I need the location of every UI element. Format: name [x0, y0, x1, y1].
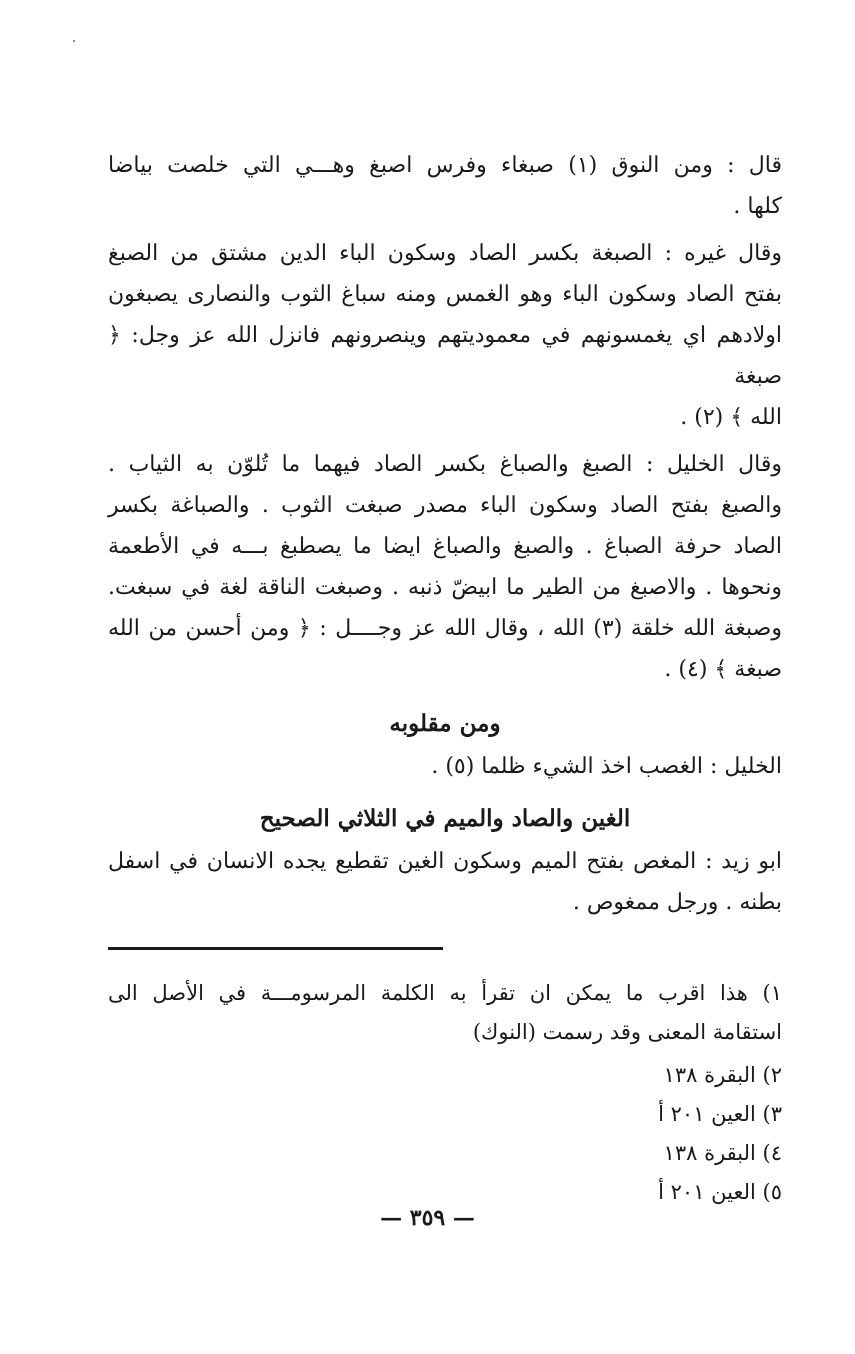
- footnote-list: [108, 1056, 782, 1212]
- text-line: بفتح الصاد وسكون الباء وهو الغمس ومنه سباغ الثوب والنصارى يصبغون: [108, 282, 782, 307]
- text-line: كلها .: [733, 194, 782, 219]
- text-line: صبغة ﴾ (٤) .: [664, 657, 782, 682]
- footnote-separator: [108, 947, 443, 950]
- text-line: ابو زيد : المغص بفتح الميم وسكون الغين تقطيع يجده الانسان في اسفل: [108, 849, 782, 874]
- text-line: الله ﴾ (٢) .: [680, 405, 782, 430]
- footnote-1: [108, 974, 782, 1052]
- paragraph-khalil: [108, 444, 782, 690]
- footnote-item: ٣) العين ٢٠١ أ: [658, 1102, 782, 1126]
- footnote-separator-wrap: [108, 947, 782, 950]
- paragraph-maghs: [108, 841, 782, 923]
- paragraph-sibgha: [108, 233, 782, 438]
- footnote-line: ١) هذا اقرب ما يمكن ان تقرأ به الكلمة المرسومـــة في الأصل الى: [108, 981, 782, 1005]
- footnote-line: استقامة المعنى وقد رسمت (النوك): [472, 1020, 782, 1044]
- text-line: والصبغ بفتح الصاد وسكون الباء مصدر صبغت الثوب . والصباغة بكسر: [108, 493, 782, 518]
- paragraph-naqa: [108, 145, 782, 227]
- text-line: اولادهم اي يغمسونهم في معموديتهم وينصرونهم فانزل الله عز وجل: ﴿ صبغة: [108, 323, 782, 389]
- text-line: قال : ومن النوق (١) صبغاء وفرس اصبغ وهـــي التي خلصت بياضا: [108, 153, 782, 178]
- paragraph-ghasb: [108, 746, 782, 787]
- scan-speck: [73, 40, 75, 42]
- page-body: [108, 145, 782, 1212]
- section-heading-ghain-sad-mim: الغين والصاد والميم في الثلاثي الصحيح: [259, 805, 631, 832]
- text-line: الخليل : الغصب اخذ الشيء ظلما (٥) .: [431, 754, 782, 779]
- text-line: الصاد حرفة الصباغ . والصبغ والصباغ ايضا ما يصطبغ بـــه في الأطعمة: [108, 534, 782, 559]
- text-line: ونحوها . والاصبغ من الطير ما ابيضّ ذنبه . وصبغت الناقة لغة في سبغت.: [108, 575, 782, 600]
- footnote-item: ٤) البقرة ١٣٨: [663, 1141, 782, 1165]
- text-line: بطنه . ورجل ممغوص .: [572, 890, 782, 915]
- footnote-item: ٢) البقرة ١٣٨: [663, 1063, 782, 1087]
- text-line: وصبغة الله خلقة (٣) الله ، وقال الله عز وجــــل : ﴿ ومن أحسن من الله: [108, 616, 782, 641]
- text-line: وقال الخليل : الصبغ والصباغ بكسر الصاد فيهما ما تُلوّن به الثياب .: [108, 452, 782, 477]
- page-number: — ٣٥٩ —: [380, 1205, 475, 1231]
- section-heading-maqlub: ومن مقلوبه: [389, 710, 501, 737]
- text-line: وقال غيره : الصبغة بكسر الصاد وسكون الباء الدين مشتق من الصبغ: [108, 241, 782, 266]
- footnote-item: ٥) العين ٢٠١ أ: [658, 1180, 782, 1204]
